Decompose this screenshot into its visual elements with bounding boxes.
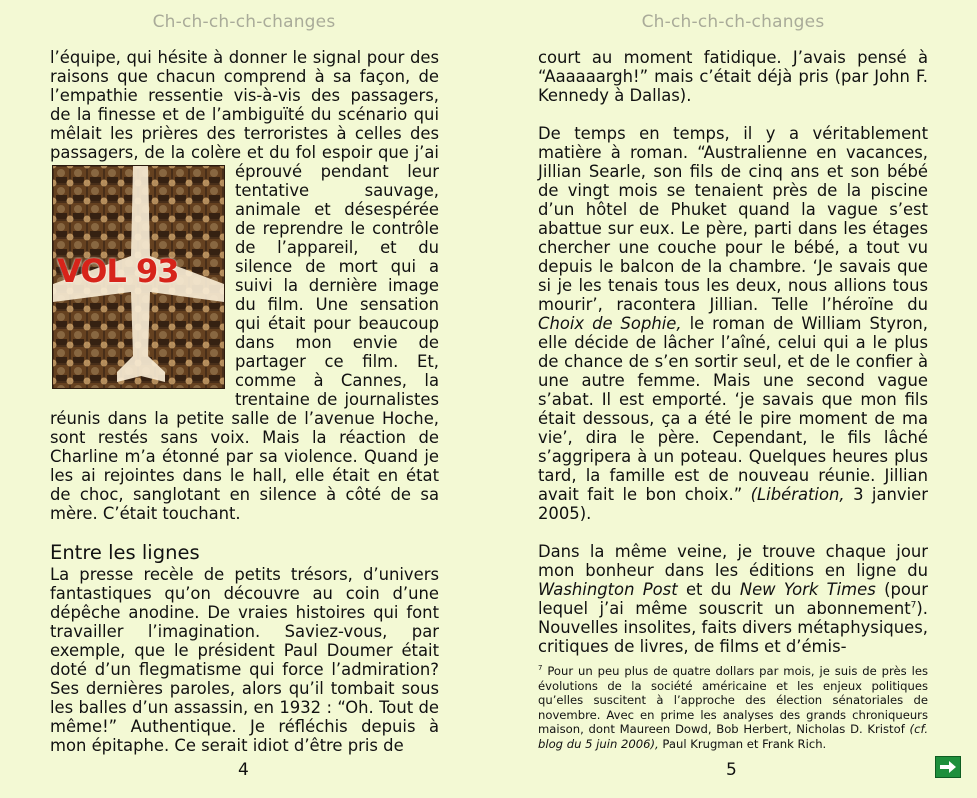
publication-name: Washington Post <box>538 580 678 599</box>
footnote-number: 7 <box>538 664 543 673</box>
next-page-button[interactable] <box>935 756 961 778</box>
paragraph <box>538 542 928 656</box>
paragraph-text: De temps en temps, il y a véritablement matière à roman. “Australienne en vacances, Jillian Searle, son fils de cinq ans et son bébé de vingt mois se tenaient près de la piscine d’un hôtel de Phuket quand la vague s’est abattue sur eux. Le père, parti dans les étages chercher une couche pour le bébé, a tout vu depuis le balcon de la chambre. ‘Je savais que si je les tenais tous les deux, nous allions tous mourir’, racontera Jillian. Telle l’héroïne du <box>538 124 928 314</box>
section-heading: Entre les lignes <box>50 541 200 564</box>
publication-name: New York Times <box>739 580 876 599</box>
footnote-text: Pour un peu plus de quatre dollars par mois, je suis de près les évolutions de la société américaine et les enjeux politiques qu’elles suscitent à l’approche des élection sénatoriales de novembre. Avec en prime les analyses des grands chroniqueurs maison, dont Maureen Dowd, Bob Herbert, Nicholas D. Kristof <box>538 664 928 736</box>
paragraph-text: 3 janvier 2005). <box>538 485 928 523</box>
left-page <box>0 0 488 798</box>
running-head: Ch-ch-ch-ch-changes <box>641 12 825 32</box>
right-body-text <box>538 48 928 656</box>
paragraph: court au moment fatidique. J’avais pensé à “Aaaaaargh!” mais c’était déjà pris (par John F. Kennedy à Dallas). <box>538 48 928 105</box>
paragraph-text: espoir que j’ai éprouvé pendant leur tentative sauvage, animale et désespérée de reprendre le contrôle de l’appareil, et du silence de mort qui a suivi la dernière image du film. Une sensation qui était pour beaucoup dans mon envie de partager ce film. Et, comme à Cannes, la trentaine de journalistes réunis dans la petite salle de l’avenue Hoche, sont restés sans voix. Mais la réaction de Charline m’a étonné par sa violence. Quand je les ai rejointes dans le hall, elle était en état de choc, sanglotant en silence à côté de sa mère. C’était touchant. <box>50 143 439 523</box>
running-head: Ch-ch-ch-ch-changes <box>152 12 336 32</box>
paragraph-text: (pour lequel j’ai même souscrit un abonnement <box>538 580 929 618</box>
vol93-poster-image <box>52 165 225 389</box>
paragraph: La presse recèle de petits trésors, d’univers fantastiques qu’on découvre au coin d’une dépêche anodine. De vraies histoires qui font travailler l’imagination. Saviez-vous, par exemple, que le président Paul Doumer était doté d’un flegmatisme qui force l’admiration? Ses dernières paroles, alors qu’il tombait sous les balles d’un assassin, en 1932 : “Oh. Tout de même!” Authentique. Je réfléchis depuis à mon épitaphe. Ce serait idiot d’être pris de <box>50 565 439 755</box>
paragraph-text: et du <box>685 580 732 599</box>
page-number: 5 <box>726 760 737 780</box>
poster-title: VOL 93 <box>57 252 179 290</box>
paragraph <box>538 124 928 523</box>
arrow-right-icon <box>939 760 957 774</box>
footnote-citation: (cf. blog du 5 juin 2006), <box>538 722 929 751</box>
book-title: Choix de Sophie, <box>538 314 682 333</box>
paragraph-text: ). Nouvelles insolites, faits divers métaphysiques, critiques de livres, de films et d’émis- <box>538 599 928 656</box>
footnote-reference[interactable]: 7 <box>910 600 917 611</box>
paragraph <box>50 48 439 523</box>
paragraph-text: Dans la même veine, je trouve chaque jour mon bonheur dans les éditions en ligne du <box>538 542 928 580</box>
page-number: 4 <box>238 760 249 780</box>
footnote <box>538 664 928 751</box>
paragraph-text: l’équipe, qui hésite à donner le signal pour des raisons que chacun comprend à sa façon, de l’empathie ressentie vis-à-vis des passagers, de la finesse et de l’ambiguïté du scénario qui mêlait les prières des terroristes à celles des passagers, de la colère et du fol <box>50 48 439 162</box>
paragraph-text: le roman de William Styron, elle décide de lâcher l’aîné, celui qui a le plus de chance de s’en sortir seul, et de le confier à une autre femme. Mais une second vague s’abat. Il est emporté. ‘je savais que mon fils était dessous, ça a été le pire moment de ma vie’, dira le père. Cependant, le fils lâché s’aggripera à un poteau. Quelques heures plus tard, la famille est de nouveau réunie. Jillian avait fait le bon choix.” <box>538 314 928 504</box>
left-body-text <box>50 48 439 755</box>
poster-credits <box>115 188 175 193</box>
source-citation: (Libération, <box>750 485 845 504</box>
footnote-text: Paul Krugman et Frank Rich. <box>662 736 827 751</box>
